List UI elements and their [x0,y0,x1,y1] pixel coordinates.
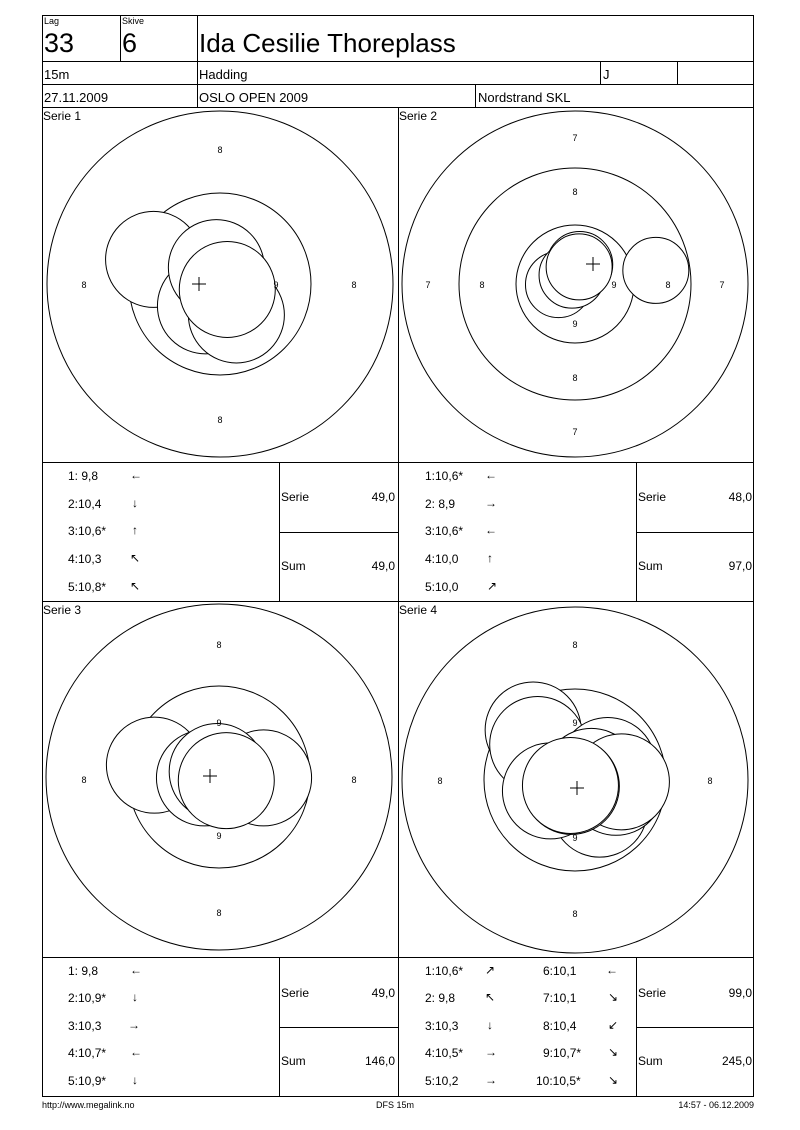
sum-label: Sum [638,1054,663,1068]
ring-label: 8 [81,775,87,785]
sum-value: 146,0 [364,1054,395,1068]
sum-label: Sum [638,559,663,573]
shot-label: 7:10,1 [543,991,577,1005]
ring-label: 9 [216,831,222,841]
shot-direction-icon: ← [130,468,142,482]
shot-label: 2: 8,9 [425,497,456,511]
shot-direction-icon: ↓ [132,1073,138,1087]
ring-label: 9 [572,319,578,329]
shot-direction-icon: ↓ [487,1018,493,1032]
skive-value: 6 [122,28,138,58]
ring-label: 9 [216,718,222,728]
shot-label: 3:10,6* [68,524,107,538]
shot-direction-icon: → [485,1073,497,1087]
ring-label: 8 [217,145,223,155]
shot-label: 8:10,4 [543,1019,577,1033]
ring-label: 8 [437,776,443,786]
shot-direction-icon: ↖ [130,579,141,593]
header-divider [475,84,476,108]
shot-label: 10:10,5* [536,1074,581,1088]
header-divider [42,84,754,85]
target-label: Serie 3 [43,603,82,617]
serie-value: 49,0 [371,490,395,504]
header-divider [197,15,198,108]
shot-direction-icon: ← [606,963,618,977]
grid-line [636,1027,754,1028]
target-label: Serie 4 [399,603,438,617]
sum-value: 245,0 [721,1054,752,1068]
ring-label: 9 [273,280,279,290]
shot-label: 9:10,7* [543,1046,582,1060]
ring-label: 8 [351,280,357,290]
ring-label: 7 [425,280,431,290]
shot-label: 5:10,2 [425,1074,459,1088]
shot-hole [522,737,618,833]
shot-direction-icon: ↖ [485,990,496,1004]
header-divider [677,61,678,84]
header-divider [600,61,601,84]
ring-label: 8 [665,280,671,290]
serie-value: 99,0 [728,986,752,1000]
shot-label: 5:10,8* [68,580,107,594]
ring-label: 7 [719,280,725,290]
target-4 [398,601,754,957]
ring-label: 8 [572,909,578,919]
shot-direction-icon: ↓ [132,990,138,1004]
target-label: Serie 2 [399,109,438,123]
shot-direction-icon: ↖ [130,551,141,565]
serie-label: Serie [638,490,667,504]
header-divider [120,15,121,61]
grid-line [42,462,754,463]
shot-label: 4:10,3 [68,552,102,566]
target-3 [42,601,398,957]
shot-label: 1:10,6* [425,469,464,483]
ring-label: 8 [216,908,222,918]
footer-url: http://www.megalink.no [42,1100,135,1110]
shot-label: 4:10,7* [68,1046,107,1060]
serie-value: 48,0 [728,490,752,504]
ring-label: 8 [572,640,578,650]
ring-label: 9 [611,280,617,290]
sum-value: 97,0 [728,559,752,573]
shot-direction-icon: → [485,496,497,510]
shot-label: 3:10,6* [425,524,464,538]
shot-direction-icon: ↘ [608,1073,619,1087]
shot-direction-icon: → [485,1045,497,1059]
date: 27.11.2009 [44,90,109,105]
shot-direction-icon: ↗ [485,963,496,977]
ring-label: 8 [217,415,223,425]
club: Hadding [199,67,248,82]
shot-direction-icon: ← [485,468,497,482]
ring-label: 8 [572,187,578,197]
shot-direction-icon: ← [130,963,142,977]
shot-label: 2:10,9* [68,991,107,1005]
target-1 [42,108,398,462]
skive-label: Skive [122,16,145,26]
ring-label: 8 [216,640,222,650]
ring-label: 9 [572,833,578,843]
ring-label: 8 [707,776,713,786]
grid-line [279,1027,398,1028]
class: J [603,67,610,82]
ring-label: 8 [351,775,357,785]
distance: 15m [44,67,70,82]
lag-label: Lag [44,16,60,26]
shot-label: 6:10,1 [543,964,577,978]
serie-value: 49,0 [371,986,395,1000]
shot-label: 1: 9,8 [68,964,99,978]
shot-direction-icon: ↘ [608,1045,619,1059]
ring-label: 8 [479,280,485,290]
shot-direction-icon: ↗ [487,579,498,593]
shot-label: 4:10,5* [425,1046,464,1060]
footer-timestamp: 14:57 - 06.12.2009 [678,1100,754,1110]
lag-value: 33 [44,28,75,58]
grid-line [42,957,754,958]
shot-hole [623,237,689,303]
grid-line [279,532,398,533]
shot-label: 4:10,0 [425,552,459,566]
ring-label: 7 [572,133,578,143]
ring-label: 8 [572,373,578,383]
shot-hole [179,241,275,337]
shot-direction-icon: ↙ [608,1018,619,1032]
sum-value: 49,0 [371,559,395,573]
shot-label: 3:10,3 [425,1019,459,1033]
shot-direction-icon: ↑ [487,551,493,565]
shot-direction-icon: ↓ [132,496,138,510]
target-2 [398,108,754,462]
serie-label: Serie [281,490,310,504]
sum-label: Sum [281,1054,306,1068]
shot-label: 5:10,0 [425,580,459,594]
shot-label: 5:10,9* [68,1074,107,1088]
header-divider [42,61,754,62]
grid-line [636,532,754,533]
shot-direction-icon: ← [485,523,497,537]
ring-label: 9 [572,718,578,728]
ring-label: 8 [81,280,87,290]
shot-label: 3:10,3 [68,1019,102,1033]
shot-direction-icon: ↘ [608,990,619,1004]
event: OSLO OPEN 2009 [199,90,309,105]
serie-label: Serie [281,986,310,1000]
footer-discipline: DFS 15m [376,1100,415,1110]
shot-direction-icon: ← [130,1045,142,1059]
serie-label: Serie [638,986,667,1000]
shot-hole [546,234,612,300]
shooter-name: Ida Cesilie Thoreplass [199,28,456,58]
shot-hole [178,733,274,829]
ring-label: 7 [572,427,578,437]
shot-label: 2: 9,8 [425,991,456,1005]
range: Nordstrand SKL [478,90,571,105]
shot-label: 1:10,6* [425,964,464,978]
shot-label: 1: 9,8 [68,469,99,483]
shot-direction-icon: ↑ [132,523,138,537]
target-label: Serie 1 [43,109,82,123]
shot-label: 2:10,4 [68,497,102,511]
sum-label: Sum [281,559,306,573]
shot-direction-icon: → [128,1018,140,1032]
